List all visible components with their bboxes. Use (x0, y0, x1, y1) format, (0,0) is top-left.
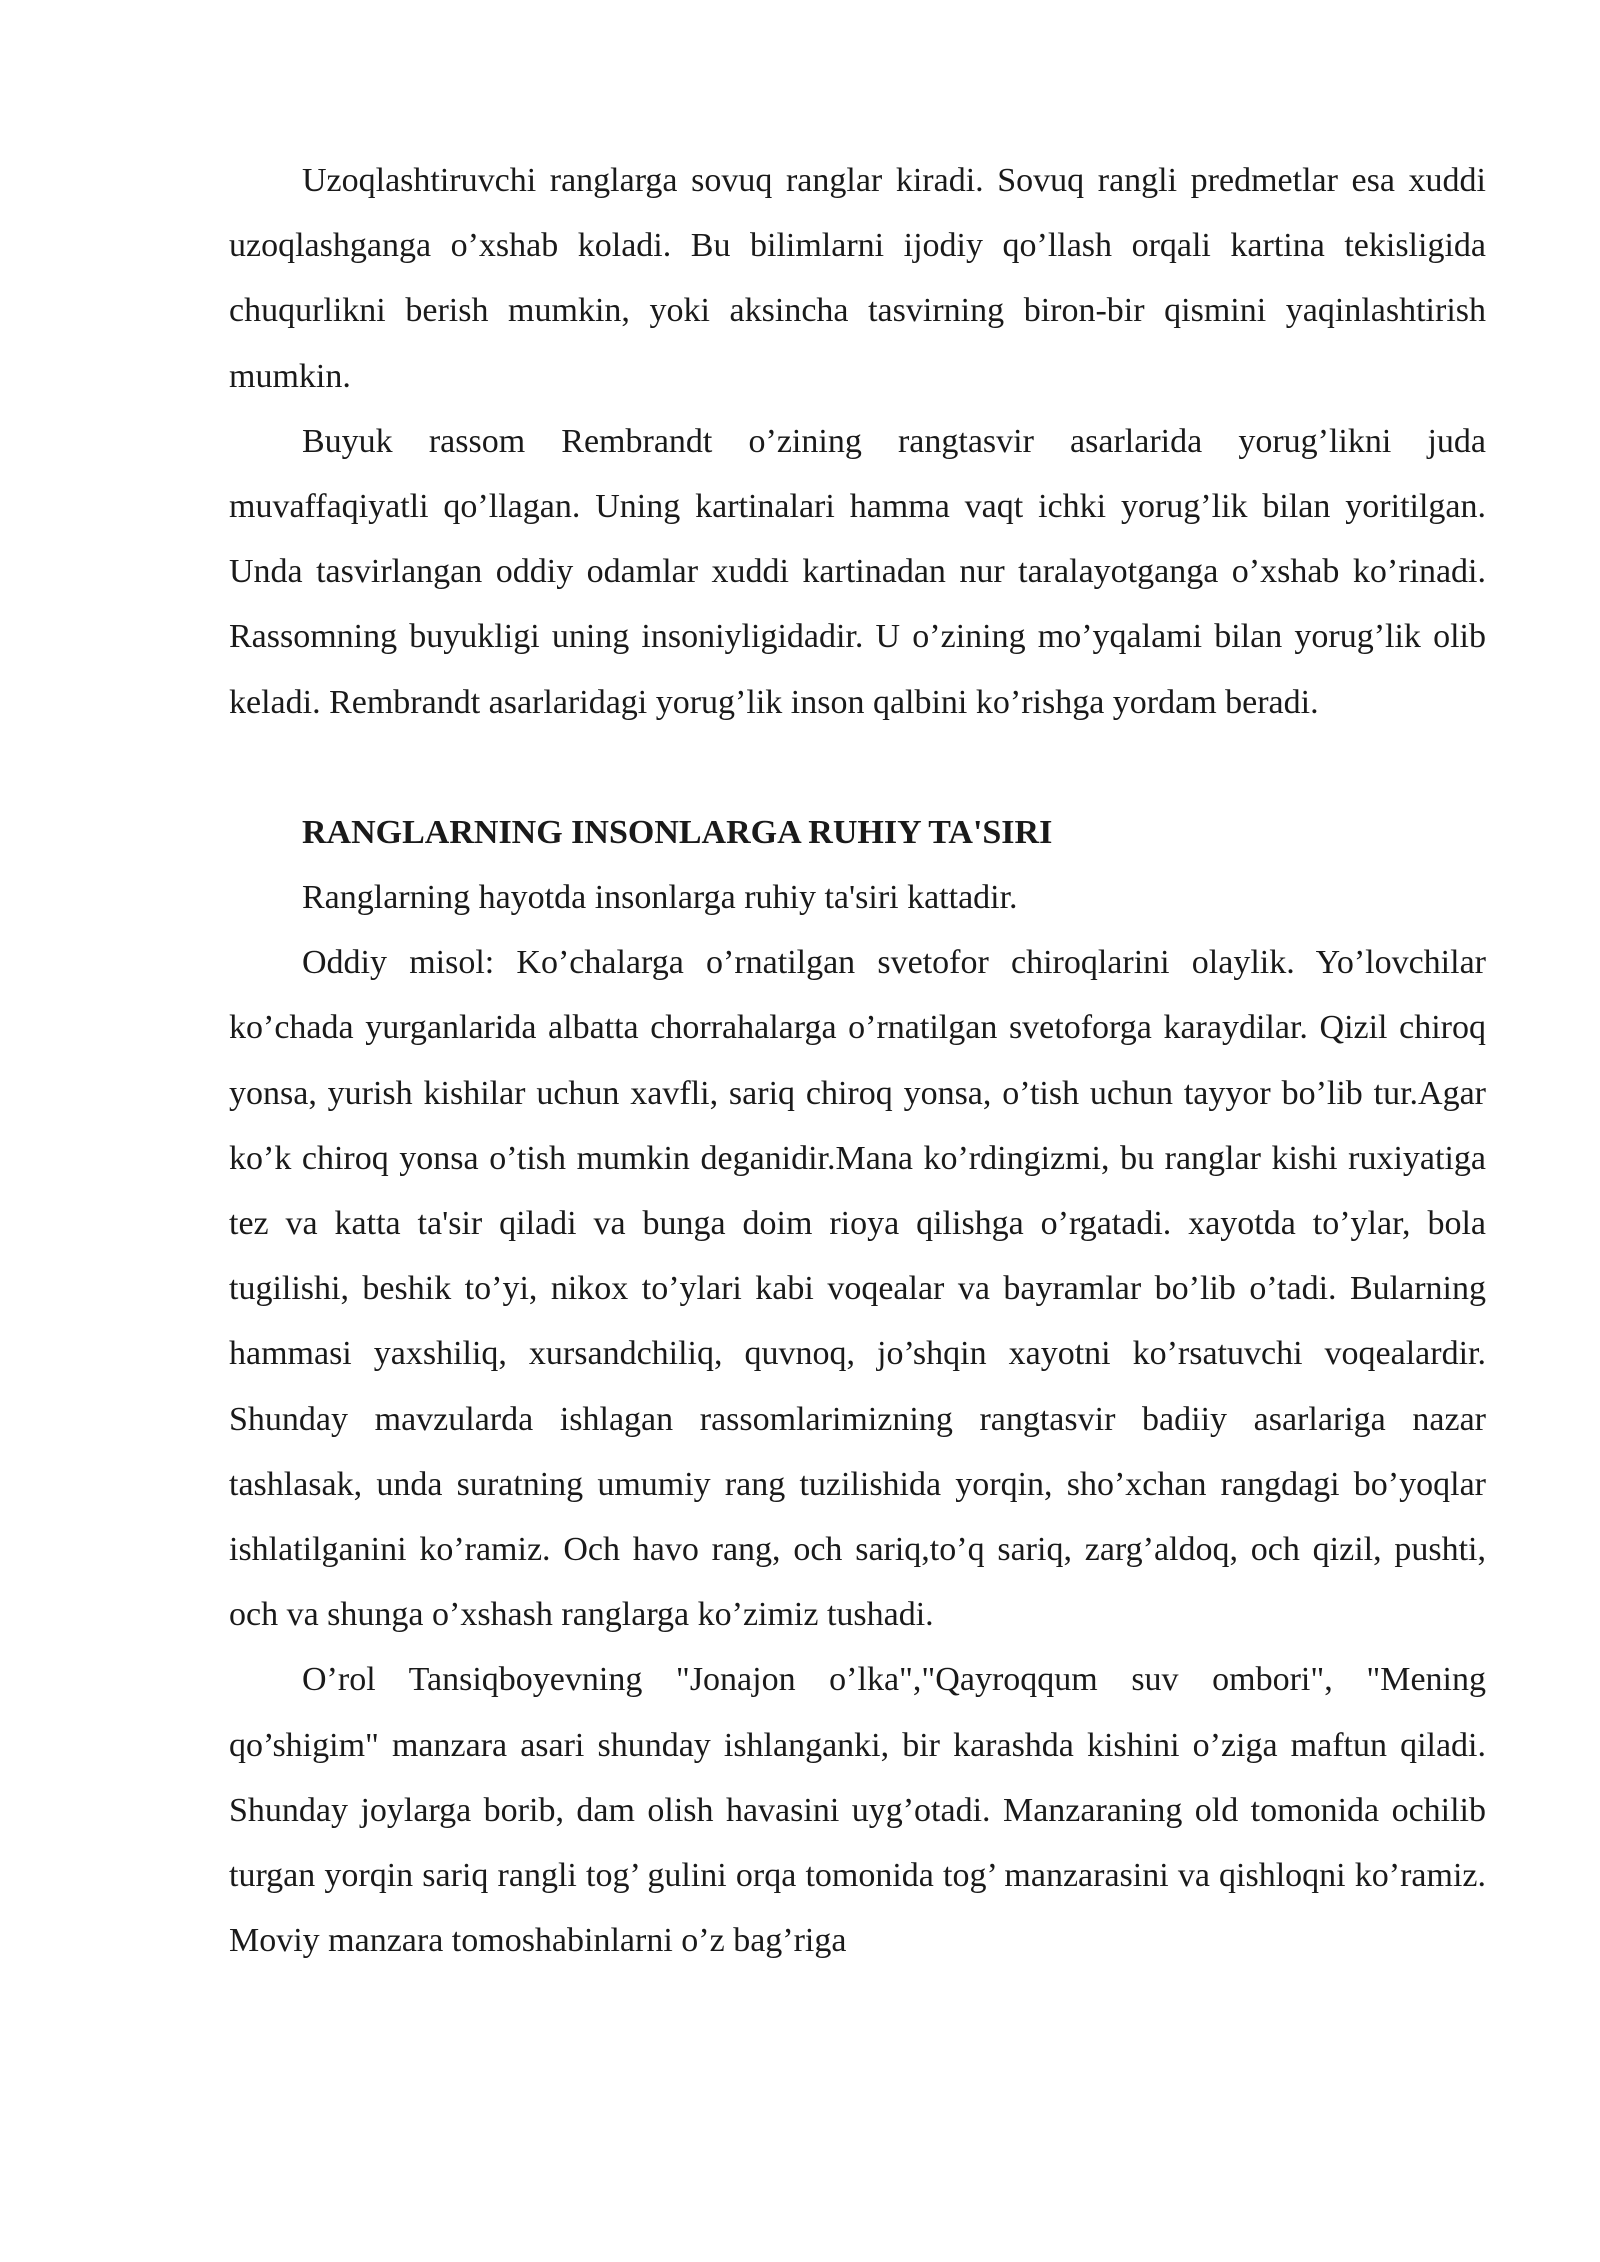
document-page (229, 148, 1486, 1973)
section-heading: RANGLARNING INSONLARGA RUHIY TA'SIRI (302, 813, 1053, 851)
paragraph-tansiqboyev: O’rol Tansiqboyevning "Jonajon o’lka","Qayroqqum suv ombori", "Mening qo’shigim" manzara asari shunday ishlanganki, bir karashda kishini o’ziga maftun qiladi. Shunday joylarga borib, dam olish havasini uyg’otadi. Manzaraning old tomonida ochilib turgan yorqin sariq rangli tog’ gulini orqa tomonida tog’ manzarasini va qishloqni ko’ramiz. Moviy manzara tomoshabinlarni o’z bag’riga (229, 1661, 1486, 1960)
paragraph-traffic-light-example: Oddiy misol: Ko’chalarga o’rnatilgan svetofor chiroqlarini olaylik. Yo’lovchilar ko’chada yurganlarida albatta chorrahalarga o’rnatilgan svetoforga karaydilar. Qizil chiroq yonsa, yurish kishilar uchun xavfli, sariq chiroq yonsa, o’tish uchun tayyor bo’lib tur.Agar ko’k chiroq yonsa o’tish mumkin deganidir.Mana ko’rdingizmi, bu ranglar kishi ruxiyatiga tez va katta ta'sir qiladi va bunga doim rioya qilishga o’rgatadi. xayotda to’ylar, bola tugilishi, beshik to’yi, nikox to’ylari kabi voqealar va bayramlar bo’lib o’tadi. Bularning hammasi yaxshiliq, xursandchiliq, quvnoq, jo’shqin xayotni ko’rsatuvchi voqealardir. Shunday mavzularda ishlagan rassomlarimizning rangtasvir badiiy asarlariga nazar tashlasak, unda suratning umumiy rang tuzilishida yorqin, sho’xchan rangdagi bo’yoqlar ishlatilganini ko’ramiz. Och havo rang, och sariq,to’q sariq, zarg’aldoq, och qizil, pushti, och va shunga o’xshash ranglarga ko’zimiz tushadi. (229, 944, 1486, 1634)
paragraph-rembrandt: Buyuk rassom Rembrandt o’zining rangtasvir asarlarida yorug’likni juda muvaffaqiyatli qo’llagan. Uning kartinalari hamma vaqt ichki yorug’lik bilan yoritilgan. Unda tasvirlangan oddiy odamlar xuddi kartinadan nur taralayotganga o’xshab ko’rinadi. Rassomning buyukligi uning insoniyligidadir. U o’zining mo’yqalami bilan yorug’lik olib keladi. Rembrandt asarlaridagi yorug’lik inson qalbini ko’rishga yordam beradi. (229, 422, 1486, 721)
paragraph-psychological-effect: Ranglarning hayotda insonlarga ruhiy ta'siri kattadir. (302, 879, 1018, 917)
paragraph-cold-colors: Uzoqlashtiruvchi ranglarga sovuq ranglar kiradi. Sovuq rangli predmetlar esa xuddi uzoqlashganga o’xshab koladi. Bu bilimlarni ijodiy qo’llash orqali kartina tekisligida chuqurlikni berish mumkin, yoki aksincha tasvirning biron-bir qismini yaqinlashtirish mumkin. (229, 162, 1486, 395)
paragraph-spacer (229, 735, 1486, 800)
